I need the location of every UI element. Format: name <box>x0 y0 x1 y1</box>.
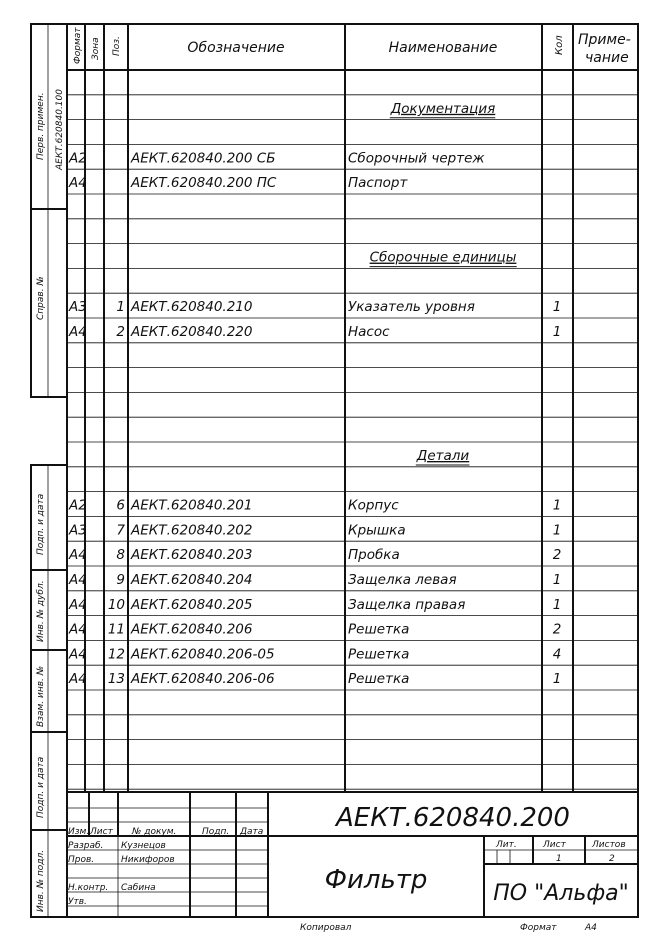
role-check: Пров. <box>68 855 95 865</box>
format-value: A4 <box>585 923 597 933</box>
sign-date-label-2: Подп. и дата <box>36 756 46 818</box>
row-name: Защелка правая <box>348 596 466 613</box>
row-position: 9 <box>116 572 125 588</box>
sheet-footer <box>300 923 597 933</box>
row-quantity: 4 <box>552 646 562 663</box>
row-format: A4 <box>69 671 87 688</box>
table-rows <box>68 101 561 687</box>
header-designation: Обозначение <box>187 40 285 56</box>
row-designation: АЕКТ.620840.200 СБ <box>131 150 276 167</box>
row-position: 7 <box>116 522 125 539</box>
replace-inv-label: Взам. инв. № <box>36 665 46 727</box>
row-quantity: 1 <box>552 324 562 340</box>
col-list: Лист <box>90 827 113 837</box>
row-designation: АЕКТ.620840.204 <box>131 572 253 588</box>
row-quantity: 1 <box>552 522 562 539</box>
name-develop: Кузнецов <box>121 841 166 851</box>
row-designation: АЕКТ.620840.210 <box>131 299 253 316</box>
table-header <box>73 27 631 66</box>
row-quantity: 1 <box>552 572 562 588</box>
header-pos: Поз. <box>112 36 122 56</box>
sheet-label: Лист <box>543 840 566 850</box>
section-heading: Детали <box>416 448 470 464</box>
row-position: 8 <box>116 547 125 564</box>
first-use-value: АЕКТ.620840.100 <box>55 89 65 170</box>
inv-dup-label: Инв. № дубл. <box>36 580 46 642</box>
copied-label: Копировал <box>300 923 352 933</box>
row-position: 11 <box>107 621 125 638</box>
row-name: Решетка <box>348 671 410 688</box>
row-designation: АЕКТ.620840.220 <box>131 324 253 340</box>
row-designation: АЕКТ.620840.201 <box>131 497 253 514</box>
sign-date-label-1: Подп. и дата <box>36 493 46 555</box>
row-position: 10 <box>107 596 125 613</box>
title-block <box>67 792 638 917</box>
row-designation: АЕКТ.620840.203 <box>131 547 253 564</box>
row-format: A4 <box>69 547 87 564</box>
row-format: A2 <box>69 150 87 167</box>
row-name: Насос <box>348 324 390 340</box>
col-sign: Подп. <box>202 827 230 837</box>
row-quantity: 1 <box>552 497 562 514</box>
row-name: Крышка <box>348 522 406 539</box>
header-note-line2: чание <box>585 50 629 66</box>
row-name: Сборочный чертеж <box>348 150 485 167</box>
col-date: Дата <box>240 827 264 837</box>
row-name: Пробка <box>348 547 400 564</box>
section-heading: Сборочные единицы <box>369 249 517 266</box>
row-position: 13 <box>107 671 125 688</box>
row-format: A4 <box>69 175 87 192</box>
role-develop: Разраб. <box>68 841 104 851</box>
row-designation: АЕКТ.620840.200 ПС <box>131 175 277 192</box>
sheets-label: Листов <box>592 840 626 850</box>
row-position: 12 <box>107 646 125 663</box>
first-use-label: Перв. примен. <box>36 92 46 160</box>
row-format: A3 <box>69 299 87 316</box>
doc-number: АЕКТ.620840.200 <box>336 803 570 833</box>
row-name: Защелка левая <box>348 572 457 588</box>
ref-no-label: Справ. № <box>36 276 46 320</box>
row-name: Решетка <box>348 621 410 638</box>
inv-orig-label: Инв. № подл. <box>36 849 46 912</box>
left-strip <box>31 24 67 917</box>
row-quantity: 1 <box>552 596 562 613</box>
name-check: Никифоров <box>121 855 175 865</box>
row-position: 2 <box>116 324 125 340</box>
row-name: Паспорт <box>348 175 408 192</box>
row-format: A3 <box>69 522 87 539</box>
row-format: A4 <box>69 324 87 340</box>
col-doc: № докум. <box>132 827 177 837</box>
header-zone: Зона <box>91 37 101 60</box>
row-name: Корпус <box>348 497 399 514</box>
row-position: 6 <box>116 497 125 514</box>
row-designation: АЕКТ.620840.206 <box>131 621 253 638</box>
name-norm: Сабина <box>121 883 156 893</box>
header-name: Наименование <box>388 40 498 56</box>
row-quantity: 1 <box>552 299 562 316</box>
row-designation: АЕКТ.620840.206-05 <box>131 646 275 663</box>
row-format: A4 <box>69 646 87 663</box>
header-format: Формат <box>73 27 83 64</box>
format-label: Формат <box>520 923 557 933</box>
organization: ПО "Альфа" <box>493 881 629 906</box>
row-designation: АЕКТ.620840.202 <box>131 522 253 539</box>
row-quantity: 2 <box>552 547 562 564</box>
row-format: A4 <box>69 621 87 638</box>
header-qty: Кол <box>554 35 565 55</box>
header-note-line1: Приме- <box>578 32 631 48</box>
sheet-value: 1 <box>556 854 562 864</box>
row-name: Решетка <box>348 646 410 663</box>
row-format: A4 <box>69 572 87 588</box>
row-designation: АЕКТ.620840.206-06 <box>131 671 275 688</box>
row-name: Указатель уровня <box>348 299 475 316</box>
title-text: Фильтр <box>324 865 428 895</box>
col-izm: Изм. <box>68 827 90 837</box>
sheets-value: 2 <box>609 854 615 864</box>
row-quantity: 1 <box>552 671 562 688</box>
section-heading: Документация <box>390 100 496 117</box>
role-norm: Н.контр. <box>68 883 109 893</box>
row-position: 1 <box>116 299 125 316</box>
role-approve: Утв. <box>68 897 87 907</box>
row-designation: АЕКТ.620840.205 <box>131 596 253 613</box>
lit-label: Лит. <box>496 840 517 850</box>
row-format: A4 <box>69 596 87 613</box>
row-format: A2 <box>69 497 87 514</box>
row-quantity: 2 <box>552 621 562 638</box>
